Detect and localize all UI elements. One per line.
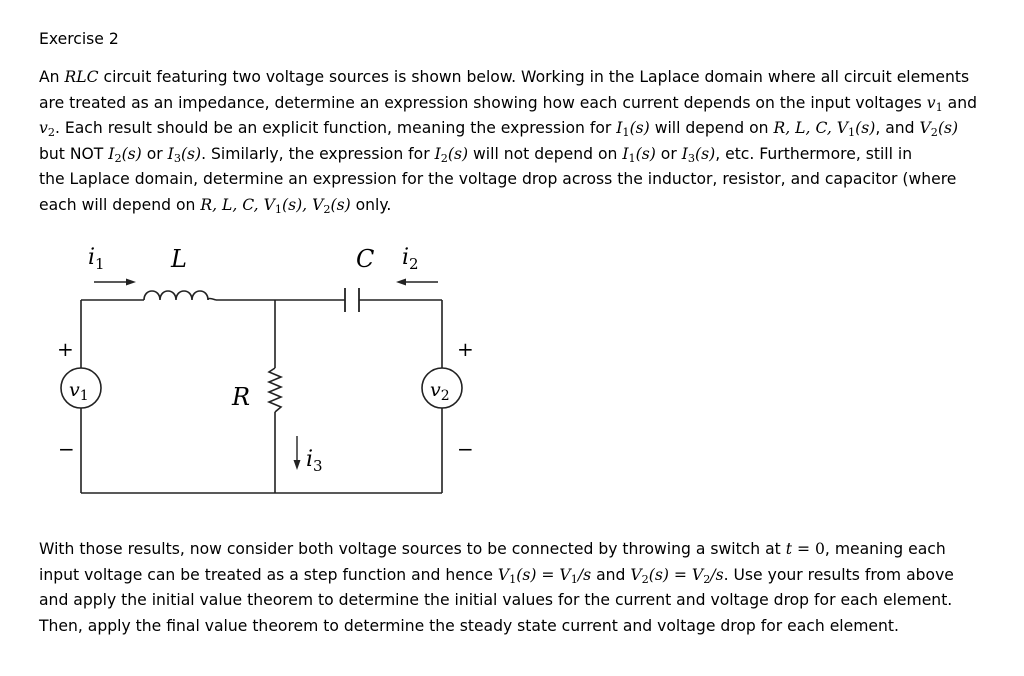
math-sub: 3 (687, 151, 696, 165)
text-span: circuit featuring two voltage sources is shown below. Working in the Laplace domain where all circuit elements (98, 68, 970, 86)
math-sub: 3 (173, 151, 181, 165)
label-i1: $i_1$ (88, 245, 105, 273)
math-arg: (s) (855, 119, 876, 138)
label-i2: $i_2$ (402, 245, 419, 273)
math-arg: (s) (330, 195, 351, 214)
problem-line-1 (39, 65, 999, 91)
math-arg: /s (577, 565, 592, 584)
label-v2: $v_2$ (430, 379, 450, 404)
text-span: but NOT (39, 144, 109, 163)
v1-minus-sign: − (58, 437, 75, 461)
text-span: , meaning each (824, 540, 946, 558)
math-v1: v (926, 93, 936, 112)
math-sub: 1 (622, 125, 630, 139)
math-I1: I (616, 119, 623, 138)
v2-minus-sign: − (457, 437, 474, 461)
text-span: , and (875, 119, 920, 138)
followup-line-3: and apply the initial value theorem to determine the initial values for the current and voltage drop for each element. (39, 591, 953, 610)
text-span: only. (350, 195, 392, 214)
text-span: or (655, 144, 682, 163)
math-arg: (s) (121, 144, 142, 163)
problem-line-2 (39, 91, 999, 117)
text-span: each will depend on (39, 195, 201, 214)
label-L: L (171, 245, 187, 273)
math-vars: R, L, C, V (773, 119, 848, 138)
v1-plus-sign: + (57, 337, 74, 361)
math-eq: = 0 (792, 540, 825, 558)
resistor-zigzag (269, 368, 281, 412)
followup-line-2 (39, 563, 999, 589)
text-span: With those results, now consider both voltage sources to be connected by throwing a switch at (39, 540, 786, 558)
math-arg: /s (710, 565, 724, 584)
math-I3: I (681, 144, 688, 163)
inductor-coil (144, 291, 216, 300)
math-sub: 2 (930, 125, 938, 139)
text-span: and (591, 565, 631, 584)
math-t: t (785, 540, 792, 558)
math-vars: R, L, C, V (200, 195, 275, 214)
math-sub: 1 (628, 151, 636, 165)
math-v2: v (39, 119, 48, 138)
text-span: will depend on (649, 119, 774, 138)
problem-line-4 (39, 142, 999, 168)
text-span: An (39, 68, 65, 86)
math-I1: I (622, 144, 629, 163)
problem-statement (39, 65, 999, 219)
math-V2: V (630, 565, 642, 584)
text-span: and (942, 93, 978, 112)
followup-line-4: Then, apply the final value theorem to determine the steady state current and voltage drop for each element. (39, 616, 899, 635)
math-arg: (s) (629, 119, 650, 138)
math-arg: (s), V (282, 195, 324, 214)
rlc-circuit-diagram (44, 240, 504, 505)
math-sub: 1 (274, 202, 282, 216)
problem-line-6 (39, 193, 999, 219)
math-I2: I (434, 144, 441, 163)
math-sub: 2 (703, 572, 711, 586)
followup-line-1 (39, 537, 999, 563)
math-sub: 1 (935, 100, 943, 114)
label-R: R (232, 383, 251, 411)
text-span: . Similarly, the expression for (201, 144, 435, 163)
arrow-i2-head (396, 279, 406, 286)
math-V1: V (497, 565, 510, 584)
label-v1: $v_1$ (69, 379, 89, 404)
problem-line-3 (39, 116, 999, 142)
text-span: input voltage can be treated as a step function and hence (39, 565, 498, 584)
math-sub: 2 (323, 202, 331, 216)
math-arg: (s) (447, 144, 469, 163)
math-sub: 1 (848, 125, 856, 139)
v2-plus-sign: + (457, 337, 474, 361)
math-sub: 2 (440, 151, 448, 165)
math-V2: V (919, 119, 931, 138)
math-I3: I (167, 144, 174, 163)
followup-statement (39, 537, 999, 639)
math-sub: 1 (509, 572, 517, 586)
label-C: C (356, 245, 375, 273)
arrow-i1-head (126, 279, 136, 286)
math-arg: (s) = V (516, 565, 571, 584)
text-span: . Each result should be an explicit function, meaning the expression for (54, 119, 617, 138)
circuit-wires (81, 300, 442, 493)
math-arg: (s) (180, 144, 202, 163)
math-arg: (s) = V (648, 565, 704, 584)
text-span: will not depend on (468, 144, 623, 163)
math-sub: 2 (641, 572, 649, 586)
text-span: . Use your results from above (723, 565, 954, 584)
problem-line-5: the Laplace domain, determine an expression for the voltage drop across the inductor, resistor, and capacitor (where (39, 170, 957, 189)
math-rlc: RLC (64, 68, 99, 86)
math-sub: 2 (114, 151, 122, 165)
exercise-title: Exercise 2 (39, 30, 119, 48)
math-arg: (s) (937, 119, 959, 138)
math-sub: 1 (570, 572, 578, 586)
math-I2: I (108, 144, 115, 163)
text-span: , etc. Furthermore, still in (715, 144, 913, 163)
arrow-i3-head (294, 460, 301, 470)
math-sub: 2 (47, 125, 55, 139)
math-arg: (s) (635, 144, 656, 163)
text-span: are treated as an impedance, determine an expression showing how each current depends on the input voltages (39, 93, 927, 112)
math-arg: (s) (695, 144, 716, 163)
text-span: or (141, 144, 168, 163)
label-i3: $i_3$ (306, 447, 323, 475)
